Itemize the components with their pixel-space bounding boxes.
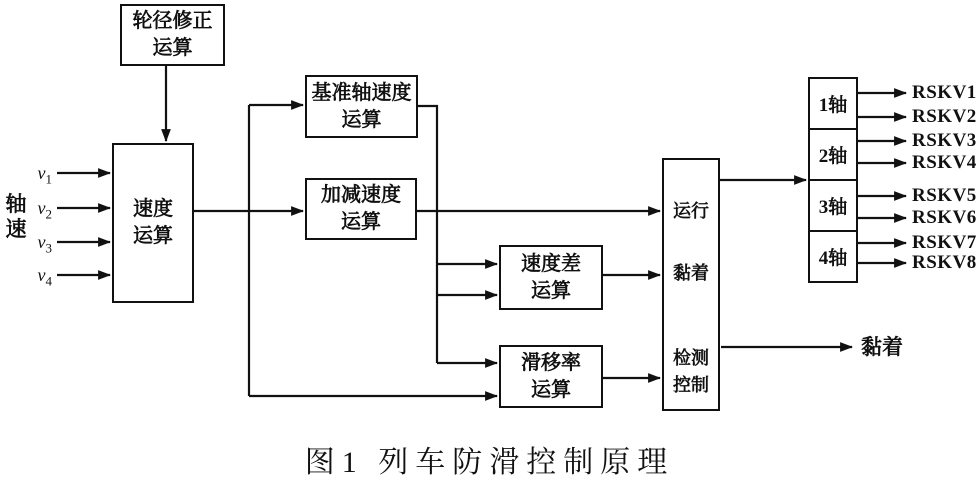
axle-cell-3: 3轴 (810, 179, 856, 230)
output-rskv2: RSKV2 (912, 106, 977, 127)
input-v4: $v_4$ (37, 265, 52, 289)
box-wheel-diameter-correction: 轮径修正 运算 (120, 4, 225, 66)
box-speed-difference-calculation: 速度差 运算 (499, 245, 603, 310)
adhesion-output-label: 黏着 (861, 335, 903, 359)
output-rskv3: RSKV3 (912, 130, 977, 151)
output-rskv6: RSKV6 (912, 207, 977, 228)
output-rskv4: RSKV4 (912, 152, 977, 173)
box-reference-axle-speed: 基准轴速度 运算 (305, 75, 418, 138)
box-speed-calculation: 速度 运算 (112, 143, 194, 303)
input-v3: $v_3$ (37, 232, 52, 256)
output-rskv7: RSKV7 (912, 232, 977, 253)
output-rskv5: RSKV5 (912, 185, 977, 206)
axle-cell-2: 2轴 (810, 128, 856, 179)
axle-cell-1: 1轴 (818, 95, 848, 116)
input-v1: $v_1$ (37, 163, 52, 187)
axle-speed-label: 轴速 (5, 192, 27, 241)
axle-stack (808, 77, 858, 283)
box-slip-rate-calculation: 滑移率 运算 (499, 345, 603, 408)
output-rskv8: RSKV8 (912, 252, 977, 273)
input-v2: $v_2$ (37, 198, 52, 222)
axle-cell-4: 4轴 (810, 230, 856, 281)
line-refaxlespeed-down (418, 106, 437, 363)
box-adhesion-detection-control: 运行 黏着 检测 控制 (662, 158, 720, 411)
box-accel-decel-calculation: 加减速度 运算 (305, 178, 417, 240)
output-rskv1: RSKV1 (912, 82, 977, 103)
figure-caption: 图1 列车防滑控制原理 (304, 446, 675, 478)
